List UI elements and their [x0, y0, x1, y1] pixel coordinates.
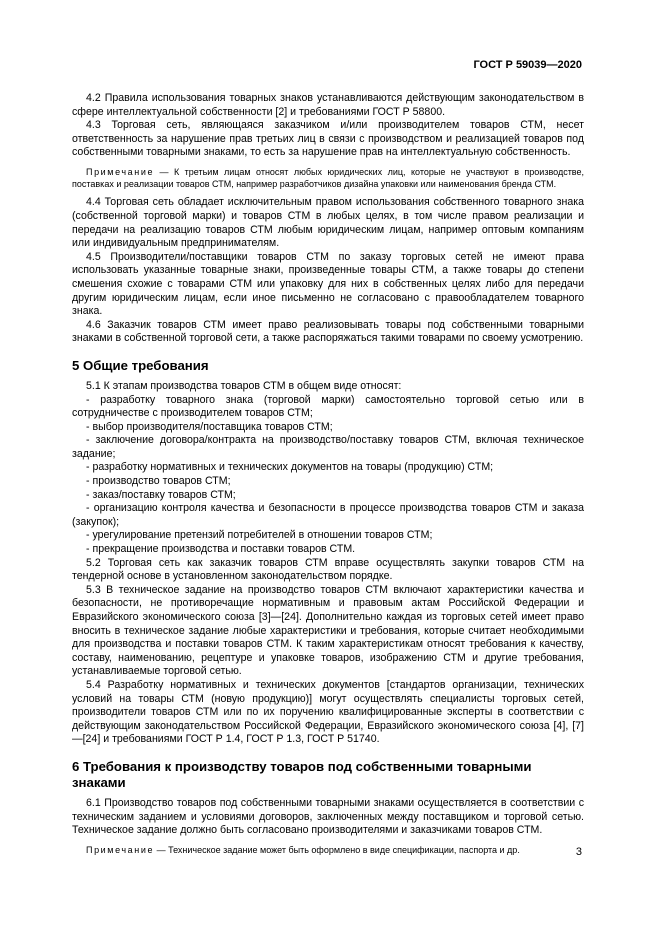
paragraph-5-2: 5.2 Торговая сеть как заказчик товаров СТМ вправе осуществлять закупки товаров СТМ на тендерной основе в установленном законодательством порядке.: [72, 556, 584, 583]
note-label: Примечание: [86, 166, 155, 177]
paragraph-5-4: 5.4 Разработку нормативных и технических документов [стандартов организации, технических условий на товары СТМ (новую продукцию)] могут осуществлять специалисты торговых сетей, производители товаров СТМ или по их поручению квалифицированные эксперты в соответствии с действующим законодательством Российской Федерации, Евразийского экономического союза [4], [7]—[24] и требованиями ГОСТ Р 1.4, ГОСТ Р 1.3, ГОСТ Р 51740.: [72, 678, 584, 746]
paragraph-6-1: 6.1 Производство товаров под собственными товарными знаками осуществляется в соответствии с техническим заданием и условиями договоров, заключенных между поставщиком и торговой сетью. Техническое задание должно быть согласовано производителями и заказчиками товаров СТМ.: [72, 796, 584, 837]
note-third-parties: [72, 166, 584, 190]
section-6-heading-line2: знаками: [72, 774, 126, 790]
document-id: ГОСТ Р 59039—2020: [473, 59, 582, 71]
list-item: - выбор производителя/поставщика товаров СТМ;: [86, 420, 333, 433]
paragraph-4-2: 4.2 Правила использования товарных знаков устанавливаются действующим законодательством в сфере интеллектуальной собственности [2] и требованиями ГОСТ Р 58800.: [72, 92, 584, 118]
list-item: - разработку нормативных и технических документов на товары (продукцию) СТМ;: [86, 461, 494, 474]
paragraph-4-5: 4.5 Производители/поставщики товаров СТМ по заказу торговых сетей не имеют права использовать указанные товарные знаки, произведенные товары СТМ, а также товары до степени смешения схожие с товарами СТМ или упаковку для них в собственных целях либо для передачи другим юридическим лицам, если иное письменно не согласовано с правообладателем товарного знака.: [72, 250, 584, 318]
note-technical-task: [72, 844, 584, 856]
paragraph-5-3: 5.3 В техническое задание на производство товаров СТМ включают характеристики качества и безопасности, не противоречащие нормативным и правовым актам Российской Федерации и Евразийского экономического союза [3]—[24]. Дополнительно каждая из торговых сетей имеет право вносить в техническое задание любые характеристики и требования, которые считает необходимыми для производства и поставки товаров СТМ. К таким характеристикам относят требования к качеству, составу, наименованию, рецептуре и упаковке товаров, изображению СТМ и другие требования, устанавливаемые торговой сетью.: [72, 583, 584, 678]
paragraph-4-3: 4.3 Торговая сеть, являющаяся заказчиком и/или производителем товаров СТМ, несет ответственность за нарушение прав третьих лиц в связи с производством и реализацией товаров под собственными товарными знаками, то есть за нарушение прав на интеллектуальную собственность.: [72, 119, 584, 159]
list-item: - прекращение производства и поставки товаров СТМ.: [86, 543, 356, 556]
list-item: - заключение договора/контракта на производство/поставку товаров СТМ, включая техническое задание;: [72, 434, 584, 460]
note-text: — Техническое задание может быть оформлено в виде спецификации, паспорта и др.: [154, 844, 520, 855]
list-item: - разработку товарного знака (торговой марки) самостоятельно торговой сетью или в сотрудничестве с производителем товаров СТМ;: [72, 393, 584, 420]
list-item: - урегулирование претензий потребителей в отношении товаров СТМ;: [86, 529, 433, 542]
note-text: — К третьим лицам относят любых юридических лиц, которые не участвуют в производстве, поставках и реализации товаров СТМ, например разработчиков дизайна упаковки или наименования бренда СТМ.: [72, 166, 584, 190]
page-number: 3: [575, 846, 582, 858]
paragraph-4-6: 4.6 Заказчик товаров СТМ имеет право реализовывать товары под собственными товарными знаками в собственной торговой сети, а также распоряжаться такими товарами по своему усмотрению.: [72, 318, 584, 345]
section-5-heading: 5 Общие требования: [72, 357, 209, 373]
list-item: - производство товаров СТМ;: [86, 475, 231, 488]
list-item: - заказ/поставку товаров СТМ;: [86, 488, 236, 501]
page-content: [72, 92, 584, 856]
list-item: - организацию контроля качества и безопасности в процессе производства товаров СТМ и заказа (закупок);: [72, 502, 584, 528]
section-6-heading-line1: 6 Требования к производству товаров под собственными товарными: [72, 758, 532, 774]
section-6-heading: [72, 759, 584, 791]
paragraph-5-1: 5.1 К этапам производства товаров СТМ в общем виде относят:: [86, 379, 402, 392]
paragraph-4-4: 4.4 Торговая сеть обладает исключительным правом использования собственного товарного знака (собственной торговой марки) и товаров СТМ в любых целях, в том числе правом реализации и передачи на реализацию товаров СТМ любым юридическим лицам, например оптовым компаниям или индивидуальным предпринимателям.: [72, 196, 584, 250]
note-label: Примечание: [86, 844, 155, 855]
